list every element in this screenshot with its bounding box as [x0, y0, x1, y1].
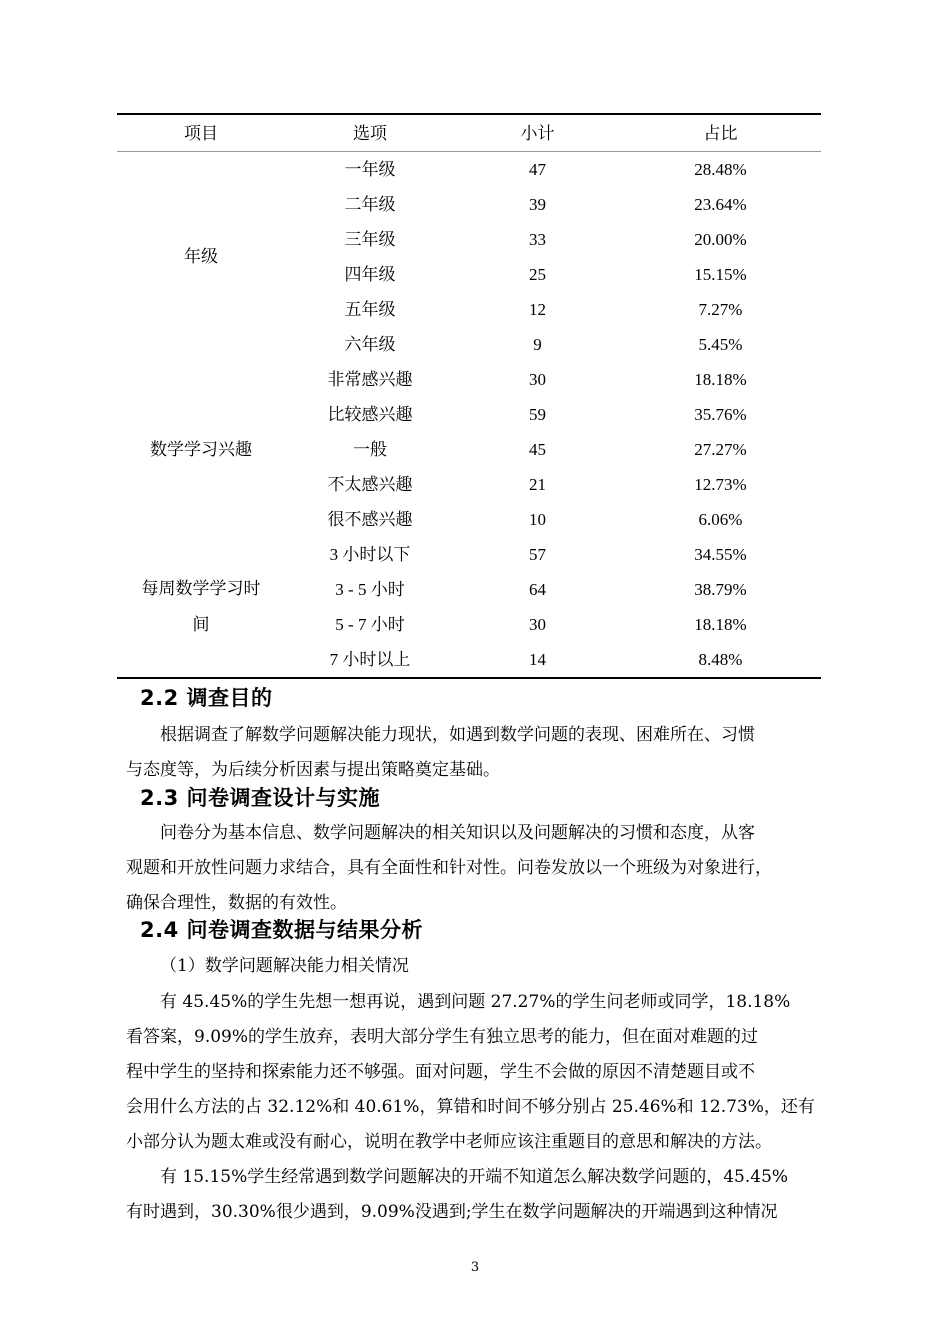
survey-table — [117, 113, 821, 679]
option-cell: 不太感兴趣 — [327, 475, 413, 494]
option-cell: 5 - 7 小时 — [335, 615, 405, 634]
header-ratio: 占比 — [620, 114, 821, 152]
section-2-4-paragraph-1 — [126, 985, 836, 1160]
ratio-cell: 15.15% — [694, 265, 747, 284]
count-cell: 14 — [529, 650, 546, 669]
section-2-3-paragraph — [126, 816, 836, 921]
option-cell: 非常感兴趣 — [327, 370, 413, 389]
paragraph-line: 程中学生的坚持和探索能力还不够强。面对问题，学生不会做的原因不清楚题目或不 — [126, 1062, 755, 1082]
table-row — [117, 362, 821, 397]
ratio-cell: 34.55% — [694, 545, 747, 564]
paragraph-line: 小部分认为题太难或没有耐心，说明在教学中老师应该注重题目的意思和解决的方法。 — [126, 1132, 772, 1152]
count-cell: 9 — [533, 335, 542, 354]
group-label-line: 数学学习兴趣 — [150, 439, 252, 459]
count-cell: 64 — [529, 580, 546, 599]
group-label-line: 每周数学学习时 — [141, 579, 261, 598]
count-cell: 21 — [529, 475, 546, 494]
table-row — [117, 537, 821, 572]
paragraph-line: 确保合理性，数据的有效性。 — [126, 893, 347, 913]
ratio-cell: 35.76% — [694, 405, 747, 424]
ratio-cell: 18.18% — [694, 370, 747, 389]
option-cell: 二年级 — [344, 195, 396, 214]
count-cell: 10 — [529, 510, 546, 529]
ratio-cell: 38.79% — [694, 580, 747, 599]
option-cell: 很不感兴趣 — [327, 510, 413, 529]
table-header-row — [117, 114, 821, 152]
count-cell: 59 — [529, 405, 546, 424]
paragraph-line: 有时遇到，30.30%很少遇到，9.09%没遇到;学生在数学问题解决的开端遇到这种情况 — [126, 1202, 778, 1222]
header-count: 小计 — [455, 114, 620, 152]
option-cell: 六年级 — [344, 335, 396, 354]
option-cell: 7 小时以上 — [329, 650, 411, 669]
ratio-cell: 27.27% — [694, 440, 747, 459]
option-cell: 三年级 — [344, 230, 396, 249]
page-number: 3 — [470, 1260, 480, 1275]
section-2-2-paragraph — [126, 718, 836, 788]
paragraph-line: 有 45.45%的学生先想一想再说，遇到问题 27.27%的学生问老师或同学，18.18% — [160, 992, 791, 1012]
count-cell: 25 — [529, 265, 546, 284]
count-cell: 33 — [529, 230, 546, 249]
count-cell: 30 — [529, 370, 546, 389]
section-2-2-title: 2.2 调查目的 — [140, 686, 273, 710]
group-label — [117, 537, 285, 678]
ratio-cell: 6.06% — [698, 510, 743, 529]
group-label-line: 间 — [192, 615, 210, 634]
paragraph-line: 有 15.15%学生经常遇到数学问题解决的开端不知道怎么解决数学问题的，45.45% — [160, 1167, 789, 1187]
option-cell: 一般 — [353, 440, 387, 459]
option-cell: 四年级 — [344, 265, 396, 284]
count-cell: 47 — [529, 160, 546, 179]
group-label — [117, 152, 285, 363]
count-cell: 57 — [529, 545, 546, 564]
section-2-4-paragraph-2 — [126, 1160, 836, 1230]
ratio-cell: 20.00% — [694, 230, 747, 249]
group-label-line: 年级 — [184, 247, 218, 266]
ratio-cell: 5.45% — [698, 335, 743, 354]
option-cell: 3 - 5 小时 — [335, 580, 405, 599]
option-cell: 一年级 — [344, 160, 396, 179]
paragraph-line: 问卷分为基本信息、数学问题解决的相关知识以及问题解决的习惯和态度，从客 — [160, 823, 755, 843]
count-cell: 12 — [529, 300, 546, 319]
header-option: 选项 — [285, 114, 455, 152]
option-cell: 五年级 — [344, 300, 396, 319]
ratio-cell: 18.18% — [694, 615, 747, 634]
count-cell: 30 — [529, 615, 546, 634]
ratio-cell: 23.64% — [694, 195, 747, 214]
section-2-3-title: 2.3 问卷调查设计与实施 — [140, 786, 381, 810]
option-cell: 3 小时以下 — [329, 545, 411, 564]
ratio-cell: 28.48% — [694, 160, 747, 179]
paragraph-line: 看答案，9.09%的学生放弃，表明大部分学生有独立思考的能力，但在面对难题的过 — [126, 1027, 759, 1047]
option-cell: 比较感兴趣 — [327, 405, 413, 424]
table-row — [117, 152, 821, 188]
ratio-cell: 7.27% — [698, 300, 743, 319]
section-2-4-title: 2.4 问卷调查数据与结果分析 — [140, 918, 424, 942]
paragraph-line: 根据调查了解数学问题解决能力现状，如遇到数学问题的表现、困难所在、习惯 — [160, 725, 755, 745]
count-cell: 45 — [529, 440, 546, 459]
paragraph-line: 观题和开放性问题力求结合，具有全面性和针对性。问卷发放以一个班级为对象进行， — [126, 858, 772, 878]
paragraph-line: 与态度等，为后续分析因素与提出策略奠定基础。 — [126, 760, 500, 780]
header-item: 项目 — [117, 114, 285, 152]
ratio-cell: 12.73% — [694, 475, 747, 494]
count-cell: 39 — [529, 195, 546, 214]
group-label — [117, 362, 285, 537]
ratio-cell: 8.48% — [698, 650, 743, 669]
paragraph-line: 会用什么方法的占 32.12%和 40.61%，算错和时间不够分别占 25.46%和 12.73%，还有 — [126, 1097, 815, 1117]
section-2-4-subheading: （1）数学问题解决能力相关情况 — [160, 956, 409, 976]
